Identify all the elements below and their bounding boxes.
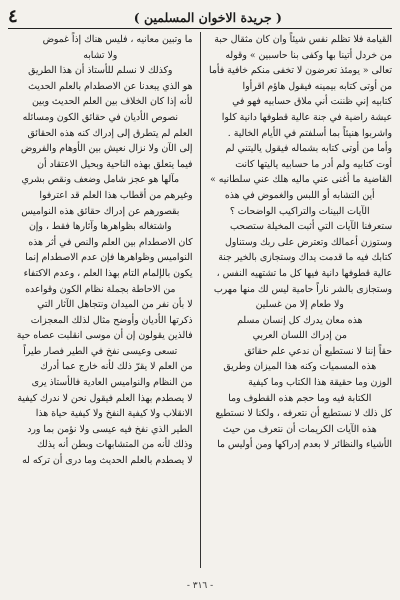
right-column bbox=[201, 32, 392, 568]
text-line: هذه الآيات الكريمات أن نتعرف من حيث bbox=[222, 423, 377, 435]
text-line: العلم لم يتطرق إلى إدراك كنه هذه الحقائق bbox=[27, 127, 193, 139]
text-line: كتابيه إني ظننت أني ملاق حسابيه فهو في bbox=[232, 96, 392, 108]
text-line: من أوتى كتابه بيمينه فيقول هاؤم اقرأوا bbox=[242, 80, 392, 92]
text-line: بقصورهم عن إدراك حقائق هذه النواميس bbox=[21, 205, 180, 217]
text-line: الكتابة فيه وما حجم هذه القطوف وما bbox=[228, 392, 372, 404]
left-column bbox=[8, 32, 199, 568]
text-line: لا يصطدم بهذا العلم فيقول نحن لا ندرك كيفية bbox=[17, 392, 193, 404]
text-line: أين التشابه أو اللبس والغموض في هذه bbox=[224, 189, 375, 201]
text-line: أوت كتابيه ولم أدر ما حسابيه ياليتها كانت bbox=[235, 158, 392, 170]
text-line: ذكرتها الأديان وأوضح مثال لذلك المعجزات bbox=[30, 314, 193, 326]
page-number: ٤ bbox=[8, 6, 18, 27]
text-line: فيما يتعلق بهذه الناحية وبحيل الاعتقاد أن bbox=[37, 158, 193, 170]
text-line: ما وتبين معانيه ، فليس هناك إذاً غموض bbox=[42, 34, 193, 45]
text-line: النواميس وظواهرها فإن عدم الاصطدام إنما bbox=[25, 252, 193, 264]
text-line: من خردل أتينا بها وكفى بنا حاسبين » وقوله bbox=[225, 49, 392, 61]
text-line: ستعرفنا الآيات التي أثبت المخيلة ستصحب bbox=[229, 221, 392, 233]
footer-page-marker: - ٣١٦ - bbox=[186, 581, 214, 591]
text-line: من العلم لا يقرّ ذلك لأنه خارج عما أدرك bbox=[40, 361, 193, 373]
text-line: كتابك فيه ما قدمت يداك وستجازى بالخير جنة bbox=[218, 252, 392, 264]
text-line: إلى الآن ولا نزال نعيش بين الأوهام والفروض bbox=[20, 143, 193, 155]
text-line: نصوص الأديان في حقائق الكون ومسائله bbox=[22, 111, 178, 123]
text-line: ولا طعام إلا من غسلين bbox=[255, 299, 344, 311]
column-divider bbox=[200, 32, 201, 568]
text-line: فالذين يقولون إن أن موسى انقلبت عصاه حية bbox=[16, 330, 193, 342]
text-line: عالية قطوفها دانية فيها كل ما تشتهيه النفس ، bbox=[216, 267, 392, 279]
text-line: كل ذلك لا نستطيع أن نتعرفه ، ولكنا لا نستطيع bbox=[215, 408, 392, 420]
text-line: القيامة فلا تظلم نفس شيئاً وان كان مثقال حبة bbox=[214, 34, 392, 45]
text-line: القاضية ما أغنى عني ماليه هلك عني سلطانيه » bbox=[210, 174, 392, 186]
text-line: هذه المسميات وكنه هذا الميزان وطريق bbox=[223, 361, 377, 373]
text-line: هذه معان يدرك كل إنسان مسلم bbox=[237, 314, 363, 326]
text-line: الانقلاب ولا كيفية النفخ ولا كيفية حياة هذا bbox=[35, 408, 193, 420]
text-line: ولا تشابه bbox=[83, 49, 118, 61]
text-line: وستوزن أعمالك وتعترض على ربك وستناول bbox=[225, 236, 392, 248]
text-line: وستجازى بالشر ناراً حامية ليس لك منها مهرب bbox=[213, 283, 392, 295]
text-line: تسعى وعيسى نفخ في الطير فصار طيراً bbox=[23, 345, 178, 357]
text-line: لأنه إذا كان الخلاف بين العلم الحديث وبين bbox=[31, 96, 193, 108]
text-line: واشتغاله بظواهرها وآثارها فقط ، وإن bbox=[28, 221, 172, 233]
page-header bbox=[8, 6, 392, 29]
text-line: لا بأن نفر من الميدان ونتجاهل الآثار التي bbox=[37, 299, 193, 311]
text-line: لا يصطدم بالعلم الحديث وما درى أن تركه له bbox=[22, 455, 193, 467]
text-line: وغيرهم من أقطاب هذا العلم قد اعترفوا bbox=[39, 189, 193, 201]
text-line: وأما من أوتى كتابه بشماله فيقول ياليتني لم bbox=[225, 143, 392, 155]
text-line: يكون بالإلمام التام بهذا العلم ، وعدم الاكتفاء bbox=[23, 267, 193, 279]
text-line: واشربوا هنيئاً بما أسلفتم في الأيام الخالية . bbox=[227, 127, 392, 139]
text-line: من الاحاطة بجملة نظام الكون وقواعده bbox=[25, 283, 176, 295]
text-line: حقاً إننا لا نستطيع أن ندعي علم حقائق bbox=[244, 345, 392, 357]
journal-title: ( جريدة الاخوان المسلمين ) bbox=[133, 9, 282, 25]
text-line: وكذلك لا نسلم للأستاذ أن هذا الطريق bbox=[28, 65, 173, 77]
article-columns bbox=[8, 32, 392, 568]
text-line: من النظام والنواميس العادية فالأستاذ يرى bbox=[31, 377, 193, 389]
text-line: عيشة راضية في جنة عالية قطوفها دانية كلوا bbox=[221, 111, 392, 123]
newspaper-page bbox=[8, 6, 392, 594]
page-footer bbox=[8, 578, 392, 594]
text-line: كان الاصطدام بين العلم والنص في أثر هذه bbox=[28, 236, 193, 248]
text-line: الطير الذي نفخ فيه عيسى ولا نؤمن بما ورد bbox=[27, 423, 193, 435]
text-line: وذلك لأنه من المتشابهات وبطن أنه يذلك bbox=[36, 439, 193, 451]
text-line: من إدراك اللسان العربي bbox=[252, 330, 347, 342]
text-line: الآيات البينات والتراكيب الواضحات ؟ bbox=[229, 205, 370, 217]
text-line: الأشياء والنظائر لا بعدم إدراكها ومن أوليس ما bbox=[217, 439, 392, 451]
text-line: تعالى « يومئذ تعرضون لا تخفى منكم خافية فأما bbox=[209, 65, 392, 77]
text-line: هو الذي يبعدنا عن الاصطدام بالعلم الحديث bbox=[28, 80, 193, 92]
text-line: مآلها هو عجز شامل وضعف ونقص بشري bbox=[21, 174, 179, 186]
text-line: الوزن وما حقيقة هذا الكتاب وما كيفية bbox=[248, 377, 392, 389]
